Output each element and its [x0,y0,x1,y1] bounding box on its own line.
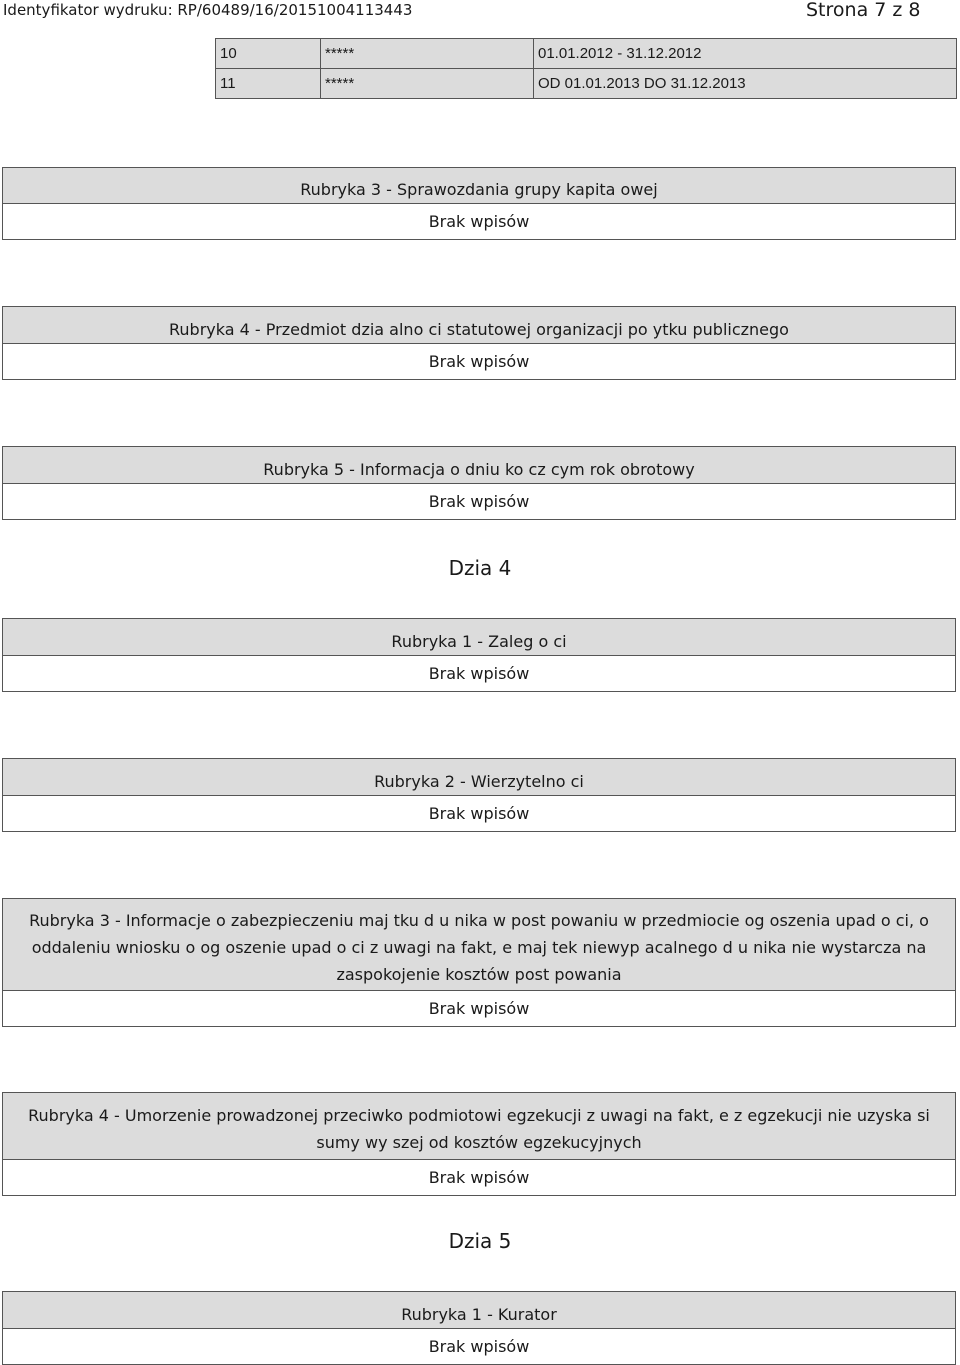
row-value: ***** [321,39,534,69]
row-value: ***** [321,69,534,99]
rubryka-title: Rubryka 4 - Umorzenie prowadzonej przeciwko podmiotowi egzekucji z uwagi na fakt, e z egzekucji nie uzyska si sumy wy szej od kosztów egzekucyjnych [3,1093,955,1160]
dzial4-rubryka-1-box [2,618,956,692]
print-identifier: Identyfikator wydruku: RP/60489/16/20151004113443 [3,1,413,19]
history-table [215,38,957,99]
row-period: OD 01.01.2013 DO 31.12.2013 [534,69,957,99]
table-row [216,39,957,69]
rubryka-title: Rubryka 1 - Kurator [3,1292,955,1329]
dzial4-rubryka-3-box [2,898,956,1027]
rubryka-entry: Brak wpisów [3,1160,955,1195]
rubryka-3-box [2,167,956,240]
table-row [216,69,957,99]
section-title-dzial-4: Dzia 4 [448,556,512,580]
rubryka-title: Rubryka 3 - Sprawozdania grupy kapita owej [3,168,955,204]
rubryka-entry: Brak wpisów [3,484,955,519]
section-title-dzial-5: Dzia 5 [448,1229,512,1253]
dzial4-rubryka-4-box [2,1092,956,1196]
rubryka-title: Rubryka 2 - Wierzytelno ci [3,759,955,796]
dzial5-rubryka-1-box [2,1291,956,1365]
rubryka-entry: Brak wpisów [3,796,955,831]
rubryka-entry: Brak wpisów [3,991,955,1026]
page-number: Strona 7 z 8 [806,0,921,21]
rubryka-entry: Brak wpisów [3,1329,955,1364]
rubryka-5-box [2,446,956,520]
rubryka-entry: Brak wpisów [3,344,955,379]
row-number: 11 [216,69,321,99]
rubryka-title: Rubryka 5 - Informacja o dniu ko cz cym rok obrotowy [3,447,955,484]
rubryka-title: Rubryka 3 - Informacje o zabezpieczeniu maj tku d u nika w post powaniu w przedmiocie og oszenia upad o ci, o oddaleniu wniosku o og oszenie upad o ci z uwagi na fakt, e maj tek niewyp acalnego d u nika nie wystarcza na zaspokojenie kosztów post powania [3,899,955,991]
rubryka-entry: Brak wpisów [3,656,955,691]
row-period: 01.01.2012 - 31.12.2012 [534,39,957,69]
rubryka-title: Rubryka 1 - Zaleg o ci [3,619,955,656]
rubryka-4-box [2,306,956,380]
rubryka-entry: Brak wpisów [3,204,955,239]
dzial4-rubryka-2-box [2,758,956,832]
rubryka-title: Rubryka 4 - Przedmiot dzia alno ci statutowej organizacji po ytku publicznego [3,307,955,344]
row-number: 10 [216,39,321,69]
